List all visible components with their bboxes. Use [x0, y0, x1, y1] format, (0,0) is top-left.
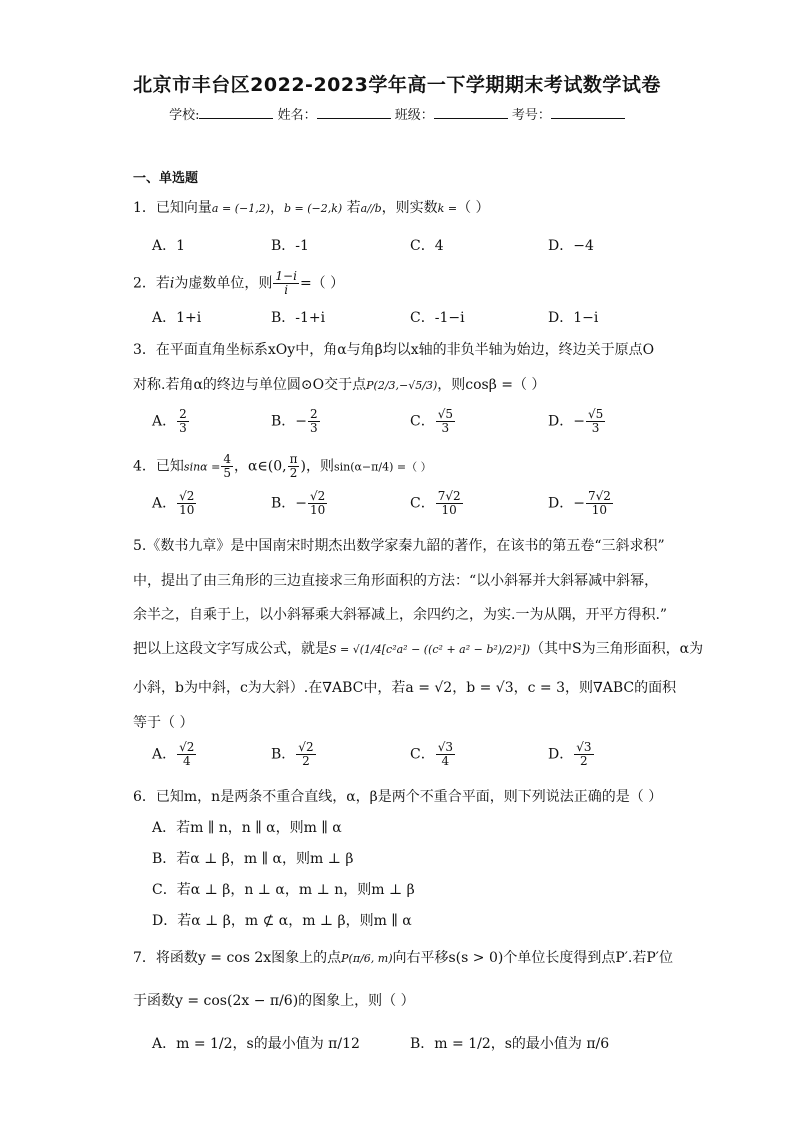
q5-c-num: √3 — [437, 740, 453, 754]
q2-text-b: 为虚数单位，则 — [174, 275, 273, 292]
q1-vector-a: a = (−1,2) — [211, 202, 270, 215]
q6-option-b[interactable]: B．若α ⊥ β，m ∥ α，则m ⊥ β — [152, 851, 354, 867]
q4-a-frac — [177, 490, 196, 517]
q4-d-num: 7√2 — [587, 489, 611, 503]
q2-frac-den: i — [284, 283, 289, 297]
q2-fraction — [273, 270, 299, 297]
q1-option-c[interactable]: C．4 — [410, 238, 444, 254]
q4-expr: sin(α−π/4) =（ ） — [333, 460, 432, 474]
student-info-line — [0, 104, 794, 123]
q4-pi-frac — [288, 453, 300, 480]
q5-option-b[interactable] — [271, 741, 317, 768]
q1-condition: a//b — [360, 202, 382, 215]
q2-option-c[interactable]: C．-1−i — [410, 310, 465, 326]
q3-c-den: 3 — [441, 421, 450, 435]
q1-paren: （ ） — [457, 200, 490, 216]
q2-text-c: =（ ） — [299, 275, 345, 292]
q5-d-label: D． — [548, 746, 574, 763]
q3-d-den: 3 — [591, 421, 600, 435]
q4-option-b[interactable] — [271, 490, 328, 517]
q3-a-label: A． — [152, 413, 177, 430]
q4-d-label: D．− — [548, 495, 585, 512]
q1-option-d[interactable]: D．−4 — [548, 238, 594, 254]
question-6-stem: 6．已知m，n是两条不重合直线，α，β是两个不重合平面，则下列说法正确的是（ ） — [133, 789, 663, 805]
school-blank[interactable] — [199, 104, 273, 119]
question-5-line-5: 小斜，b为中斜，c为大斜）.在∇ABC中，若a = √2，b = √3，c = 3，则∇ABC的面积 — [133, 680, 677, 696]
q7-option-a[interactable]: A．m = 1/2，s的最小值为 π/12 — [152, 1036, 360, 1052]
q4-frac — [221, 453, 233, 480]
q3-a-frac — [177, 408, 189, 435]
q3-option-a[interactable] — [152, 408, 190, 435]
class-label: 班级： — [394, 108, 434, 123]
q5-a-num: √2 — [179, 740, 195, 754]
question-2-stem — [133, 270, 344, 297]
q4-text-a: 4．已知 — [133, 458, 184, 475]
q4-option-c[interactable] — [410, 490, 464, 517]
q2-option-d[interactable]: D．1−i — [548, 310, 599, 326]
q5-c-label: C． — [410, 746, 435, 763]
q1-text-c: ，则实数 — [381, 200, 438, 216]
q4-sin: sinα = — [183, 460, 221, 474]
q7-text-a: 7．将函数y = cos 2x图象上的点 — [133, 950, 342, 966]
q4-frac-den: 5 — [223, 466, 231, 480]
page-title: 北京市丰台区2022-2023学年高一下学期期末考试数学试卷 — [133, 74, 661, 96]
class-blank[interactable] — [434, 104, 508, 119]
q4-d-den: 10 — [591, 503, 608, 517]
q1-option-b[interactable]: B．-1 — [271, 238, 309, 254]
name-label: 姓名： — [277, 108, 317, 123]
question-7-line-2: 于函数y = cos(2x − π/6)的图象上，则（ ） — [133, 993, 415, 1009]
question-5-line-1: 5.《数书九章》是中国南宋时期杰出数学家秦九韶的著作，在该书的第五卷“三斜求积” — [133, 538, 665, 554]
q4-c-frac — [436, 490, 463, 517]
q1-option-a[interactable]: A．1 — [152, 238, 186, 254]
q5-c-frac — [436, 741, 455, 768]
question-5-line-4 — [133, 638, 703, 658]
q4-a-label: A． — [152, 495, 177, 512]
q5-formula: S = √(1/4[c²a² − ((c² + a² − b²)/2)²]) — [329, 643, 531, 656]
q5-a-den: 4 — [182, 754, 191, 768]
q3-d-frac — [586, 408, 605, 435]
q3-d-label: D．− — [548, 413, 585, 430]
q1-sep: ， — [269, 200, 284, 216]
q3-option-b[interactable] — [271, 408, 321, 435]
q2-frac-num: 1−i — [275, 269, 297, 283]
question-5-line-2: 中，提出了由三角形的三边直接求三角形面积的方法：“以小斜幂并大斜幂减中斜幂， — [133, 573, 659, 589]
q3-b-frac — [308, 408, 320, 435]
q5-b-num: √2 — [298, 740, 314, 754]
q3-b-label: B．− — [271, 413, 308, 430]
q5-b-den: 2 — [302, 754, 310, 768]
q4-frac-num: 4 — [223, 452, 231, 466]
q4-c-num: 7√2 — [437, 489, 461, 503]
q5-c-den: 4 — [441, 754, 450, 768]
q6-option-a[interactable]: A．若m ∥ n，n ∥ α，则m ∥ α — [152, 820, 342, 836]
number-label: 考号： — [511, 108, 551, 123]
q4-pi-num: π — [289, 452, 298, 466]
q5-a-frac — [177, 741, 196, 768]
q5-d-den: 2 — [580, 754, 588, 768]
q4-text-c: )，则 — [300, 458, 334, 475]
q7-point: P(π/6, m) — [341, 952, 393, 965]
q4-option-d[interactable] — [548, 490, 614, 517]
q4-b-num: √2 — [310, 489, 326, 503]
q5-d-num: √3 — [576, 740, 592, 754]
q2-option-a[interactable]: A．1+i — [152, 310, 202, 326]
q5-text-b: （其中S为三角形面积，α为 — [530, 641, 704, 657]
q7-option-b[interactable]: B．m = 1/2，s的最小值为 π/6 — [410, 1036, 610, 1052]
q4-c-den: 10 — [441, 503, 457, 517]
question-7-line-1 — [133, 947, 673, 967]
q3-c-frac — [436, 408, 455, 435]
q4-d-frac — [586, 490, 613, 517]
q4-b-frac — [308, 490, 327, 517]
q3-d-num: √5 — [587, 407, 604, 421]
q1-text-a: 1．已知向量 — [133, 200, 212, 216]
q2-text-a: 2．若 — [133, 275, 170, 292]
q6-option-c[interactable]: C．若α ⊥ β，n ⊥ α，m ⊥ n，则m ⊥ β — [152, 882, 415, 898]
name-blank[interactable] — [317, 104, 391, 119]
q4-option-a[interactable] — [152, 490, 197, 517]
q4-c-label: C． — [410, 495, 435, 512]
q4-pi-den: 2 — [289, 466, 298, 480]
q3-c-label: C． — [410, 413, 435, 430]
q3-c-num: √5 — [437, 407, 453, 421]
q1-k: k = — [437, 202, 458, 215]
question-3-line-1: 3．在平面直角坐标系xOy中，角α与角β均以x轴的非负半轴为始边，终边关于原点O — [133, 342, 655, 358]
q5-option-d[interactable] — [548, 741, 595, 768]
q5-text-a: 把以上这段文字写成公式，就是 — [133, 641, 329, 657]
section-heading: 一、单选题 — [133, 171, 199, 186]
question-3-line-2 — [133, 374, 545, 394]
q2-i: i — [169, 275, 175, 292]
q5-b-frac — [296, 741, 315, 768]
question-4-stem — [133, 453, 432, 480]
q5-option-c[interactable] — [410, 741, 456, 768]
question-5-line-3: 余半之，自乘于上，以小斜幂乘大斜幂减上，余四约之，为实.一为从隅，开平方得积.” — [133, 607, 668, 623]
question-1-stem — [133, 197, 490, 217]
q6-option-d[interactable]: D．若α ⊥ β，m ⊄ α，m ⊥ β，则m ∥ α — [152, 913, 412, 929]
q4-a-den: 10 — [179, 503, 195, 517]
q5-d-frac — [574, 741, 593, 768]
q5-option-a[interactable] — [152, 741, 197, 768]
q3-text-a: 对称.若角α的终边与单位圆⊙O交于点 — [133, 377, 367, 393]
number-blank[interactable] — [551, 104, 625, 119]
q7-text-b: 向右平移s(s > 0)个单位长度得到点P′.若P′位 — [392, 950, 673, 966]
q3-b-den: 3 — [310, 421, 318, 435]
q3-text-b: ，则cosβ =（ ） — [437, 377, 546, 393]
q2-option-b[interactable]: B．-1+i — [271, 310, 326, 326]
q4-a-num: √2 — [179, 489, 195, 503]
q3-option-c[interactable] — [410, 408, 456, 435]
q3-b-num: 2 — [310, 407, 318, 421]
q5-a-label: A． — [152, 746, 177, 763]
school-label: 学校: — [169, 108, 200, 123]
q1-vector-b: b = (−2,k) — [283, 202, 343, 215]
q1-text-b: 若 — [346, 200, 361, 216]
q4-text-b: ，α∈(0, — [233, 458, 287, 475]
q3-option-d[interactable] — [548, 408, 606, 435]
q5-b-label: B． — [271, 746, 296, 763]
q3-a-num: 2 — [179, 407, 187, 421]
q3-a-den: 3 — [179, 421, 187, 435]
q4-b-label: B．− — [271, 495, 308, 512]
q3-point: P(2/3,−√5/3) — [366, 379, 438, 392]
q4-b-den: 10 — [310, 503, 326, 517]
question-5-line-6: 等于（ ） — [133, 715, 194, 731]
